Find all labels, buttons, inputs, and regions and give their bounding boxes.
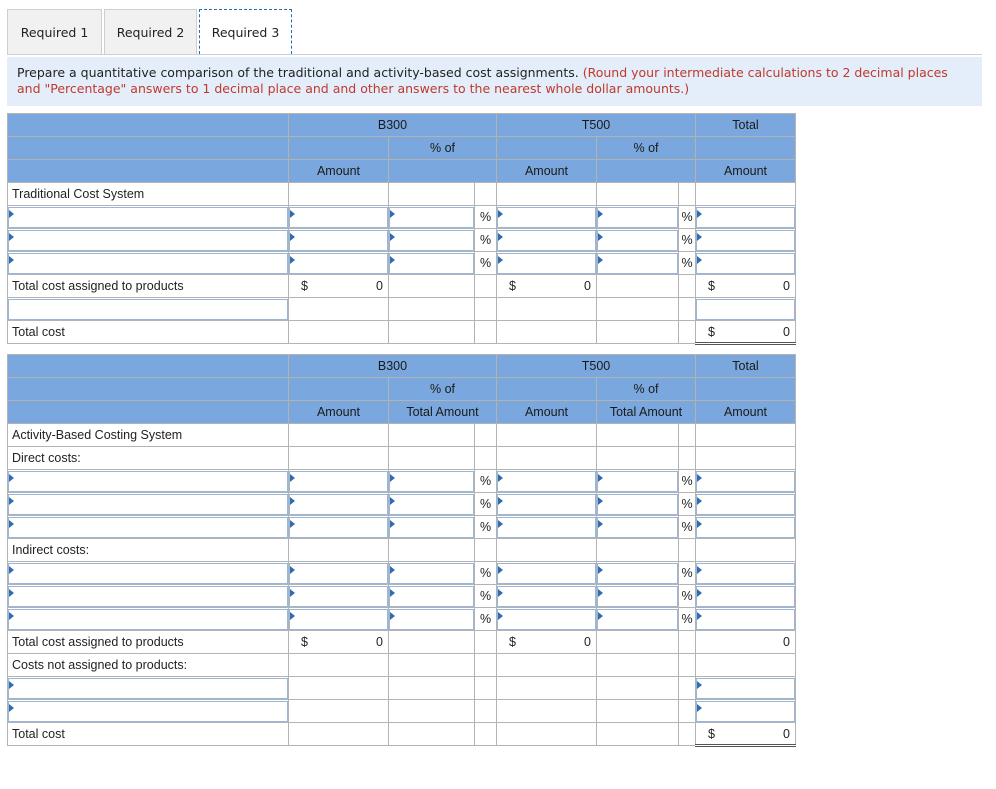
b300-pct-of-header: % of [389,137,497,160]
t500-header: T500 [497,355,696,378]
dropdown-arrow-icon [9,681,14,689]
percent-sign: % [475,493,497,516]
t500-amount-header: Amount [497,160,597,183]
t500-pct-input[interactable] [597,562,679,585]
instructions-box [7,57,982,106]
direct-cost-item-input[interactable] [8,516,289,539]
traditional-unassigned-input[interactable] [8,298,289,321]
t500-pct-input[interactable] [597,206,679,229]
dropdown-arrow-icon [697,589,702,597]
dropdown-arrow-icon [390,210,395,218]
dropdown-arrow-icon [9,520,14,528]
total-amount-input[interactable] [696,229,796,252]
dropdown-arrow-icon [290,520,295,528]
dropdown-arrow-icon [390,256,395,264]
traditional-total-assigned-label: Total cost assigned to products [8,275,289,298]
total-header: Total [696,355,796,378]
dropdown-arrow-icon [697,704,702,712]
b300-pct-input[interactable] [389,562,475,585]
b300-header: B300 [289,355,497,378]
unassigned-cost-amount-input[interactable] [696,700,796,723]
dropdown-arrow-icon [498,566,503,574]
percent-sign: % [475,470,497,493]
dropdown-arrow-icon [290,589,295,597]
dropdown-arrow-icon [9,474,14,482]
indirect-cost-item-input[interactable] [8,585,289,608]
t500-pct-input[interactable] [597,585,679,608]
b300-amount-input[interactable] [289,493,389,516]
dropdown-arrow-icon [598,233,603,241]
percent-sign: % [679,585,696,608]
total-amount-input[interactable] [696,470,796,493]
b300-amount-input[interactable] [289,585,389,608]
traditional-unassigned-amount-input[interactable] [696,298,796,321]
t500-abc-total-assigned: $ 0 [497,631,597,654]
dropdown-arrow-icon [598,612,603,620]
dropdown-arrow-icon [9,497,14,505]
dropdown-arrow-icon [390,566,395,574]
total-amount-header: Amount [696,401,796,424]
tab-divider [7,54,982,55]
dropdown-arrow-icon [697,256,702,264]
total-header: Total [696,114,796,137]
b300-abc-total-assigned: $ 0 [289,631,389,654]
dropdown-arrow-icon [290,256,295,264]
dropdown-arrow-icon [9,566,14,574]
b300-pct-input[interactable] [389,493,475,516]
percent-sign: % [475,585,497,608]
b300-amount-header: Amount [289,160,389,183]
dropdown-arrow-icon [697,681,702,689]
indirect-cost-item-input[interactable] [8,562,289,585]
dropdown-arrow-icon [290,612,295,620]
t500-pct-of-header: % of [597,137,696,160]
t500-pct-input[interactable] [597,252,679,275]
b300-amount-input[interactable] [289,229,389,252]
dropdown-arrow-icon [498,612,503,620]
total-amount-input[interactable] [696,252,796,275]
dropdown-arrow-icon [598,589,603,597]
dropdown-arrow-icon [9,256,14,264]
dropdown-arrow-icon [390,474,395,482]
t500-amount-input[interactable] [497,493,597,516]
t500-total-amount-header: Total Amount [597,401,696,424]
tab-required-3[interactable]: Required 3 [199,9,292,54]
dropdown-arrow-icon [9,704,14,712]
total-amount-input[interactable] [696,585,796,608]
t500-amount-header: Amount [497,401,597,424]
b300-amount-input[interactable] [289,252,389,275]
dropdown-arrow-icon [290,497,295,505]
unassigned-cost-item-input[interactable] [8,677,289,700]
percent-sign: % [475,206,497,229]
total-amount-input[interactable] [696,206,796,229]
dropdown-arrow-icon [390,233,395,241]
t500-amount-input[interactable] [497,229,597,252]
b300-pct-input[interactable] [389,516,475,539]
dropdown-arrow-icon [598,256,603,264]
dropdown-arrow-icon [390,520,395,528]
dropdown-arrow-icon [9,210,14,218]
traditional-grand-total: $ 0 [696,321,796,344]
dropdown-arrow-icon [498,589,503,597]
t500-pct-of-header: % of [597,378,696,401]
percent-sign: % [679,493,696,516]
t500-pct-input[interactable] [597,229,679,252]
dropdown-arrow-icon [697,566,702,574]
dropdown-arrow-icon [598,520,603,528]
t500-pct-input[interactable] [597,470,679,493]
dropdown-arrow-icon [498,497,503,505]
total-amount-input[interactable] [696,608,796,631]
indirect-costs-label: Indirect costs: [8,539,289,562]
t500-amount-input[interactable] [497,252,597,275]
dropdown-arrow-icon [697,612,702,620]
unassigned-cost-amount-input[interactable] [696,677,796,700]
percent-sign: % [475,516,497,539]
t500-amount-input[interactable] [497,562,597,585]
b300-pct-of-header: % of [389,378,497,401]
b300-pct-input[interactable] [389,608,475,631]
b300-amount-input[interactable] [289,516,389,539]
tab-required-2[interactable]: Required 2 [104,9,197,54]
t500-amount-input[interactable] [497,470,597,493]
dropdown-arrow-icon [498,256,503,264]
b300-amount-input[interactable] [289,608,389,631]
dropdown-arrow-icon [390,612,395,620]
dropdown-arrow-icon [697,497,702,505]
abc-total-cost-label: Total cost [8,723,289,746]
b300-amount-input[interactable] [289,470,389,493]
traditional-item-input[interactable] [8,206,289,229]
t500-amount-input[interactable] [497,585,597,608]
traditional-total-cost-label: Total cost [8,321,289,344]
traditional-cost-table [7,113,796,345]
dropdown-arrow-icon [498,233,503,241]
dropdown-arrow-icon [290,210,295,218]
dropdown-arrow-icon [498,210,503,218]
traditional-item-input[interactable] [8,229,289,252]
dropdown-arrow-icon [598,497,603,505]
dropdown-arrow-icon [290,233,295,241]
dropdown-arrow-icon [598,474,603,482]
percent-sign: % [679,562,696,585]
b300-header: B300 [289,114,497,137]
dropdown-arrow-icon [498,474,503,482]
t500-amount-input[interactable] [497,206,597,229]
percent-sign: % [475,608,497,631]
b300-total-amount-header: Total Amount [389,401,497,424]
total-amount-header: Amount [696,160,796,183]
dropdown-arrow-icon [697,233,702,241]
b300-pct-input[interactable] [389,470,475,493]
b300-pct-input[interactable] [389,206,475,229]
percent-sign: % [679,516,696,539]
dropdown-arrow-icon [697,520,702,528]
b300-amount-input[interactable] [289,562,389,585]
t500-amount-input[interactable] [497,516,597,539]
rounding-note: (Round your intermediate calculations to 2 decimal places and "Percentage" answers to 1 decimal place and and other answers to the nearest whole dollar amounts.) [17,65,948,96]
percent-sign: % [679,229,696,252]
total-amount-input[interactable] [696,493,796,516]
t500-header: T500 [497,114,696,137]
dropdown-arrow-icon [390,497,395,505]
unassigned-cost-item-input[interactable] [8,700,289,723]
direct-cost-item-input[interactable] [8,493,289,516]
dropdown-arrow-icon [9,233,14,241]
abc-total-assigned-label: Total cost assigned to products [8,631,289,654]
b300-total-assigned: $ 0 [289,275,389,298]
total-total-assigned: $ 0 [696,275,796,298]
t500-amount-input[interactable] [497,608,597,631]
percent-sign: % [679,608,696,631]
abc-section-label: Activity-Based Costing System [8,424,289,447]
dropdown-arrow-icon [697,474,702,482]
t500-total-assigned: $ 0 [497,275,597,298]
dropdown-arrow-icon [598,566,603,574]
dropdown-arrow-icon [498,520,503,528]
b300-pct-input[interactable] [389,585,475,608]
traditional-section-label: Traditional Cost System [8,183,289,206]
abc-grand-total: $ 0 [696,723,796,746]
dropdown-arrow-icon [290,474,295,482]
indirect-cost-item-input[interactable] [8,608,289,631]
instructions-text: Prepare a quantitative comparison of the traditional and activity-based cost assignments. [17,65,579,80]
percent-sign: % [679,252,696,275]
percent-sign: % [475,229,497,252]
total-amount-input[interactable] [696,516,796,539]
direct-costs-label: Direct costs: [8,447,289,470]
dropdown-arrow-icon [390,589,395,597]
total-amount-input[interactable] [696,562,796,585]
b300-amount-header: Amount [289,401,389,424]
percent-sign: % [679,206,696,229]
b300-pct-input[interactable] [389,229,475,252]
dropdown-arrow-icon [9,612,14,620]
direct-cost-item-input[interactable] [8,470,289,493]
abc-cost-table [7,354,796,747]
dropdown-arrow-icon [697,210,702,218]
b300-amount-input[interactable] [289,206,389,229]
traditional-item-input[interactable] [8,252,289,275]
costs-not-assigned-label: Costs not assigned to products: [8,654,289,677]
dropdown-arrow-icon [598,210,603,218]
tab-required-1[interactable]: Required 1 [7,9,102,54]
b300-pct-input[interactable] [389,252,475,275]
total-abc-total-assigned: 0 [696,631,796,654]
t500-pct-input[interactable] [597,516,679,539]
dropdown-arrow-icon [290,566,295,574]
percent-sign: % [475,252,497,275]
percent-sign: % [679,470,696,493]
t500-pct-input[interactable] [597,493,679,516]
t500-pct-input[interactable] [597,608,679,631]
percent-sign: % [475,562,497,585]
dropdown-arrow-icon [9,589,14,597]
